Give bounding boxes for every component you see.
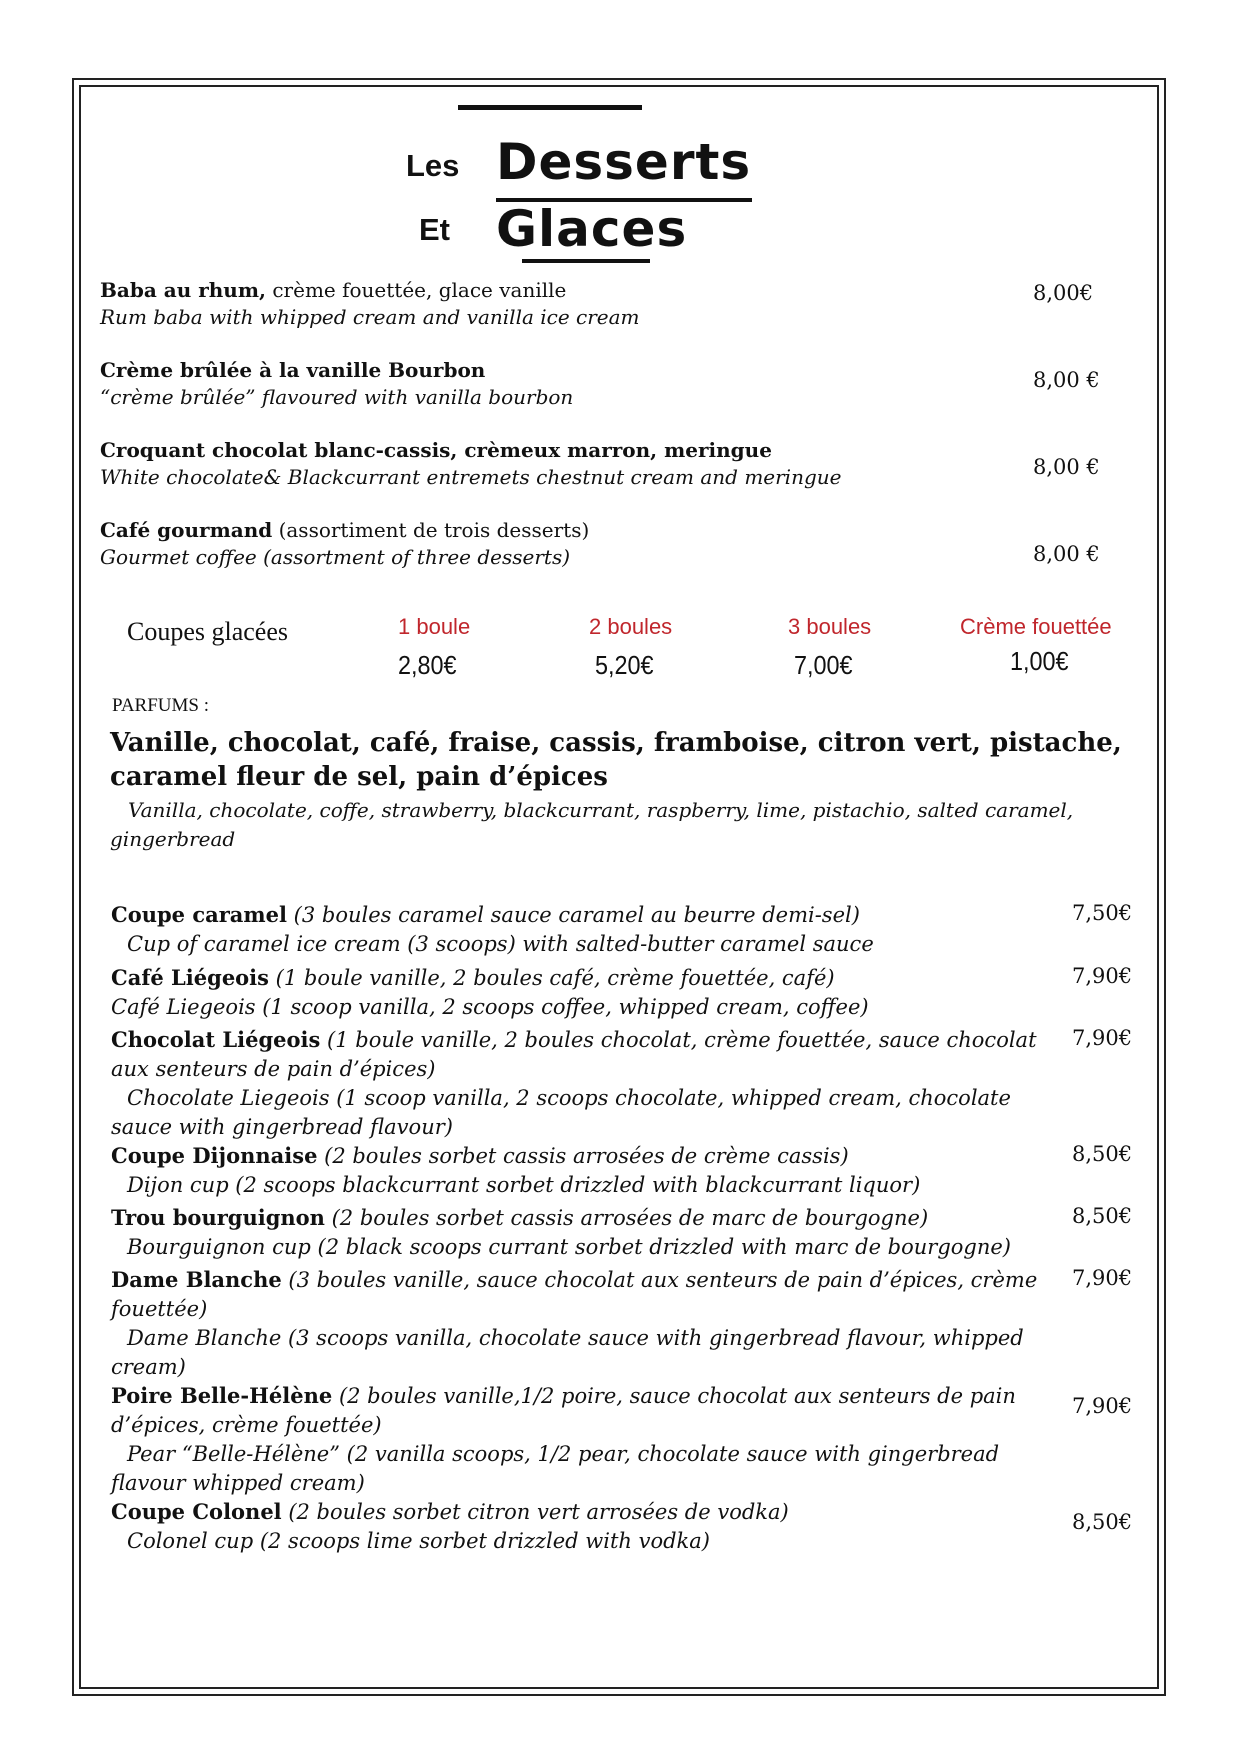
glace-item — [111, 963, 1041, 1022]
dessert-name: Crème brûlée à la vanille Bourbon — [100, 358, 486, 382]
glace-name: Trou bourguignon — [111, 1205, 325, 1230]
coupe-option-price: 7,00€ — [794, 650, 853, 680]
glace-item — [111, 1141, 1041, 1200]
dessert-description-en: Rum baba with whipped cream and vanilla ice cream — [100, 305, 640, 329]
dessert-item — [100, 357, 1000, 411]
coupe-option-label: 1 boule — [398, 614, 471, 639]
title-et: Et — [419, 212, 450, 247]
glace-price: 7,90€ — [1072, 964, 1133, 988]
glace-description-en: Café Liegeois (1 scoop vanilla, 2 scoops coffee, whipped cream, coffee) — [111, 995, 869, 1019]
glace-description-fr: (2 boules vanille,1/2 poire, sauce chocolat aux senteurs de pain d’épices, crème fouettée) — [111, 1384, 1016, 1437]
glace-description-fr: (2 boules sorbet cassis arrosées de marc de bourgogne) — [324, 1206, 929, 1230]
glace-item — [111, 1203, 1041, 1262]
glace-description-en: Pear “Belle-Hélène” (2 vanilla scoops, 1/2 pear, chocolate sauce with gingerbread flavour whipped cream) — [111, 1442, 1000, 1495]
dessert-price: 8,00 € — [1033, 368, 1100, 392]
title-les: Les — [406, 148, 460, 183]
dessert-item — [100, 437, 1000, 491]
dessert-price: 8,00 € — [1033, 455, 1100, 479]
glace-description-en: Bourguignon cup (2 black scoops currant sorbet drizzled with marc de bourgogne) — [127, 1235, 1011, 1259]
glace-name: Poire Belle-Hélène — [111, 1383, 333, 1408]
dessert-price: 8,00€ — [1033, 281, 1094, 305]
glace-price: 8,50€ — [1072, 1142, 1133, 1166]
dessert-description-en: Gourmet coffee (assortment of three desserts) — [100, 545, 571, 569]
dessert-name: Café gourmand — [100, 518, 273, 542]
parfums-list-fr: Vanille, chocolat, café, fraise, cassis, framboise, citron vert, pistache, caramel fleur de sel, pain d’épices — [110, 728, 1122, 792]
parfums-label: PARFUMS : — [112, 695, 209, 716]
glace-description-fr: (2 boules sorbet citron vert arrosées de vodka) — [281, 1500, 789, 1524]
title-desserts: Desserts — [496, 133, 752, 191]
parfums-list-en: Vanilla, chocolate, coffe, strawberry, blackcurrant, raspberry, lime, pistachio, salted caramel, gingerbread — [110, 798, 1074, 851]
glace-description-fr: (2 boules sorbet cassis arrosées de crème cassis) — [317, 1144, 849, 1168]
dessert-price: 8,00 € — [1033, 542, 1100, 566]
glace-name: Coupe caramel — [111, 902, 287, 927]
dessert-item — [100, 277, 1000, 331]
dessert-description-fr: (assortiment de trois desserts) — [272, 518, 590, 542]
glace-item — [111, 1497, 1041, 1556]
glace-item — [111, 1381, 1041, 1498]
dessert-name: Baba au rhum, — [100, 278, 266, 302]
glace-name: Coupe Colonel — [111, 1499, 282, 1524]
dessert-description-fr: crème fouettée, glace vanille — [265, 278, 567, 302]
dessert-item — [100, 517, 1000, 571]
dessert-description-en: “crème brûlée” flavoured with vanilla bourbon — [100, 385, 574, 409]
glace-price: 7,90€ — [1072, 1266, 1133, 1290]
coupe-option-label: Crème fouettée — [960, 614, 1112, 639]
glace-description-fr: (1 boule vanille, 2 boules café, crème fouettée, café) — [268, 966, 835, 990]
coupe-option-label: 2 boules — [589, 614, 673, 639]
glace-item — [111, 900, 1041, 959]
glace-description-en: Colonel cup (2 scoops lime sorbet drizzled with vodka) — [127, 1529, 710, 1553]
coupe-option-label: 3 boules — [788, 614, 872, 639]
glace-price: 7,90€ — [1072, 1394, 1133, 1418]
glace-name: Chocolat Liégeois — [111, 1027, 321, 1052]
coupe-option-price: 5,20€ — [595, 650, 654, 680]
coupe-option-price: 1,00€ — [1010, 646, 1069, 676]
coupes-glacees-title: Coupes glacées — [127, 617, 289, 646]
glace-description-en: Cup of caramel ice cream (3 scoops) with salted-butter caramel sauce — [127, 932, 874, 956]
glace-name: Coupe Dijonnaise — [111, 1143, 318, 1168]
title-rule-top — [458, 105, 642, 110]
dessert-name: Croquant chocolat blanc-cassis, crèmeux marron, meringue — [100, 438, 772, 462]
glace-price: 7,90€ — [1072, 1026, 1133, 1050]
glace-description-fr: (1 boule vanille, 2 boules chocolat, crème fouettée, sauce chocolat aux senteurs de pain d’épices) — [111, 1028, 1037, 1081]
glace-name: Café Liégeois — [111, 965, 269, 990]
glace-item — [111, 1025, 1041, 1142]
glace-price: 8,50€ — [1072, 1510, 1133, 1534]
title-rule-bottom — [522, 259, 650, 263]
glace-description-en: Dame Blanche (3 scoops vanilla, chocolate sauce with gingerbread flavour, whipped cream) — [111, 1326, 1024, 1379]
glace-price: 8,50€ — [1072, 1204, 1133, 1228]
glace-item — [111, 1265, 1041, 1382]
glace-name: Dame Blanche — [111, 1267, 282, 1292]
glace-price: 7,50€ — [1072, 901, 1133, 925]
glace-description-en: Dijon cup (2 scoops blackcurrant sorbet drizzled with blackcurrant liquor) — [127, 1173, 921, 1197]
glace-description-fr: (3 boules caramel sauce caramel au beurre demi-sel) — [286, 903, 860, 927]
dessert-description-en: White chocolate& Blackcurrant entremets chestnut cream and meringue — [100, 465, 842, 489]
glace-description-en: Chocolate Liegeois (1 scoop vanilla, 2 scoops chocolate, whipped cream, chocolate sauce with gingerbread flavour) — [111, 1086, 1011, 1139]
title-glaces: Glaces — [496, 200, 688, 258]
glace-description-fr: (3 boules vanille, sauce chocolat aux senteurs de pain d’épices, crème fouettée) — [111, 1268, 1038, 1321]
coupe-option-price: 2,80€ — [398, 650, 457, 680]
